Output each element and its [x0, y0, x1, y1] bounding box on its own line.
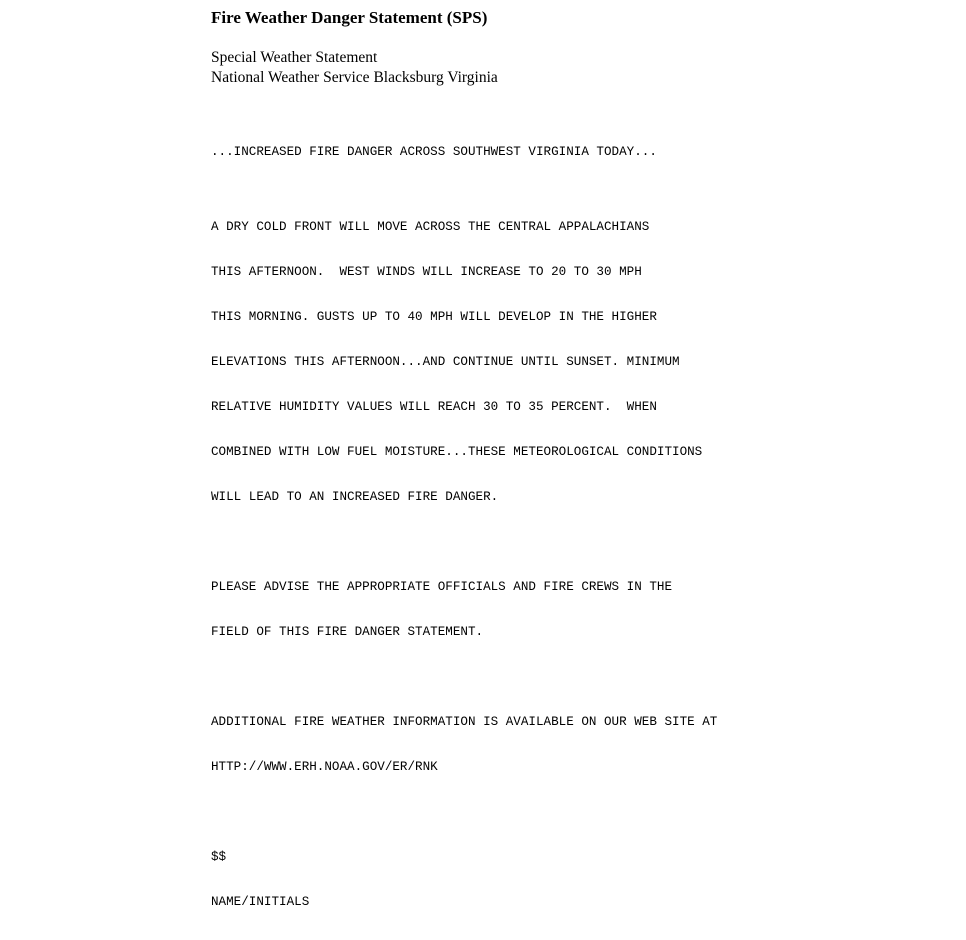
author-initials: NAME/INITIALS [211, 895, 310, 909]
end-marker: $$ [211, 850, 227, 864]
issuing-office: National Weather Service Blacksburg Virginia [211, 69, 498, 86]
text-line: FIELD OF THIS FIRE DANGER STATEMENT. [211, 625, 484, 639]
product-type: Special Weather Statement [211, 49, 378, 66]
statement-headline: ...INCREASED FIRE DANGER ACROSS SOUTHWEST VIRGINIA TODAY... [211, 145, 657, 159]
text-line: ELEVATIONS THIS AFTERNOON...AND CONTINUE UNTIL SUNSET. MINIMUM [211, 355, 680, 369]
text-line: ADDITIONAL FIRE WEATHER INFORMATION IS AVAILABLE ON OUR WEB SITE AT [211, 715, 718, 729]
text-line: RELATIVE HUMIDITY VALUES WILL REACH 30 TO 35 PERCENT. WHEN [211, 400, 657, 414]
text-line: THIS MORNING. GUSTS UP TO 40 MPH WILL DEVELOP IN THE HIGHER [211, 310, 657, 324]
text-line: WILL LEAD TO AN INCREASED FIRE DANGER. [211, 490, 499, 504]
paragraph-advisory [211, 550, 951, 670]
text-line: PLEASE ADVISE THE APPROPRIATE OFFICIALS AND FIRE CREWS IN THE [211, 580, 673, 594]
paragraph-synopsis [211, 190, 951, 535]
statement-title: Fire Weather Danger Statement (SPS) [211, 8, 488, 27]
text-line: THIS AFTERNOON. WEST WINDS WILL INCREASE TO 20 TO 30 MPH [211, 265, 642, 279]
paragraph-more-info [211, 685, 951, 805]
statement-document [211, 8, 951, 940]
statement-header [211, 48, 951, 88]
paragraph-signature [211, 820, 951, 940]
text-line: COMBINED WITH LOW FUEL MOISTURE...THESE METEOROLOGICAL CONDITIONS [211, 445, 703, 459]
website-url: HTTP://WWW.ERH.NOAA.GOV/ER/RNK [211, 760, 438, 774]
text-line: A DRY COLD FRONT WILL MOVE ACROSS THE CENTRAL APPALACHIANS [211, 220, 650, 234]
